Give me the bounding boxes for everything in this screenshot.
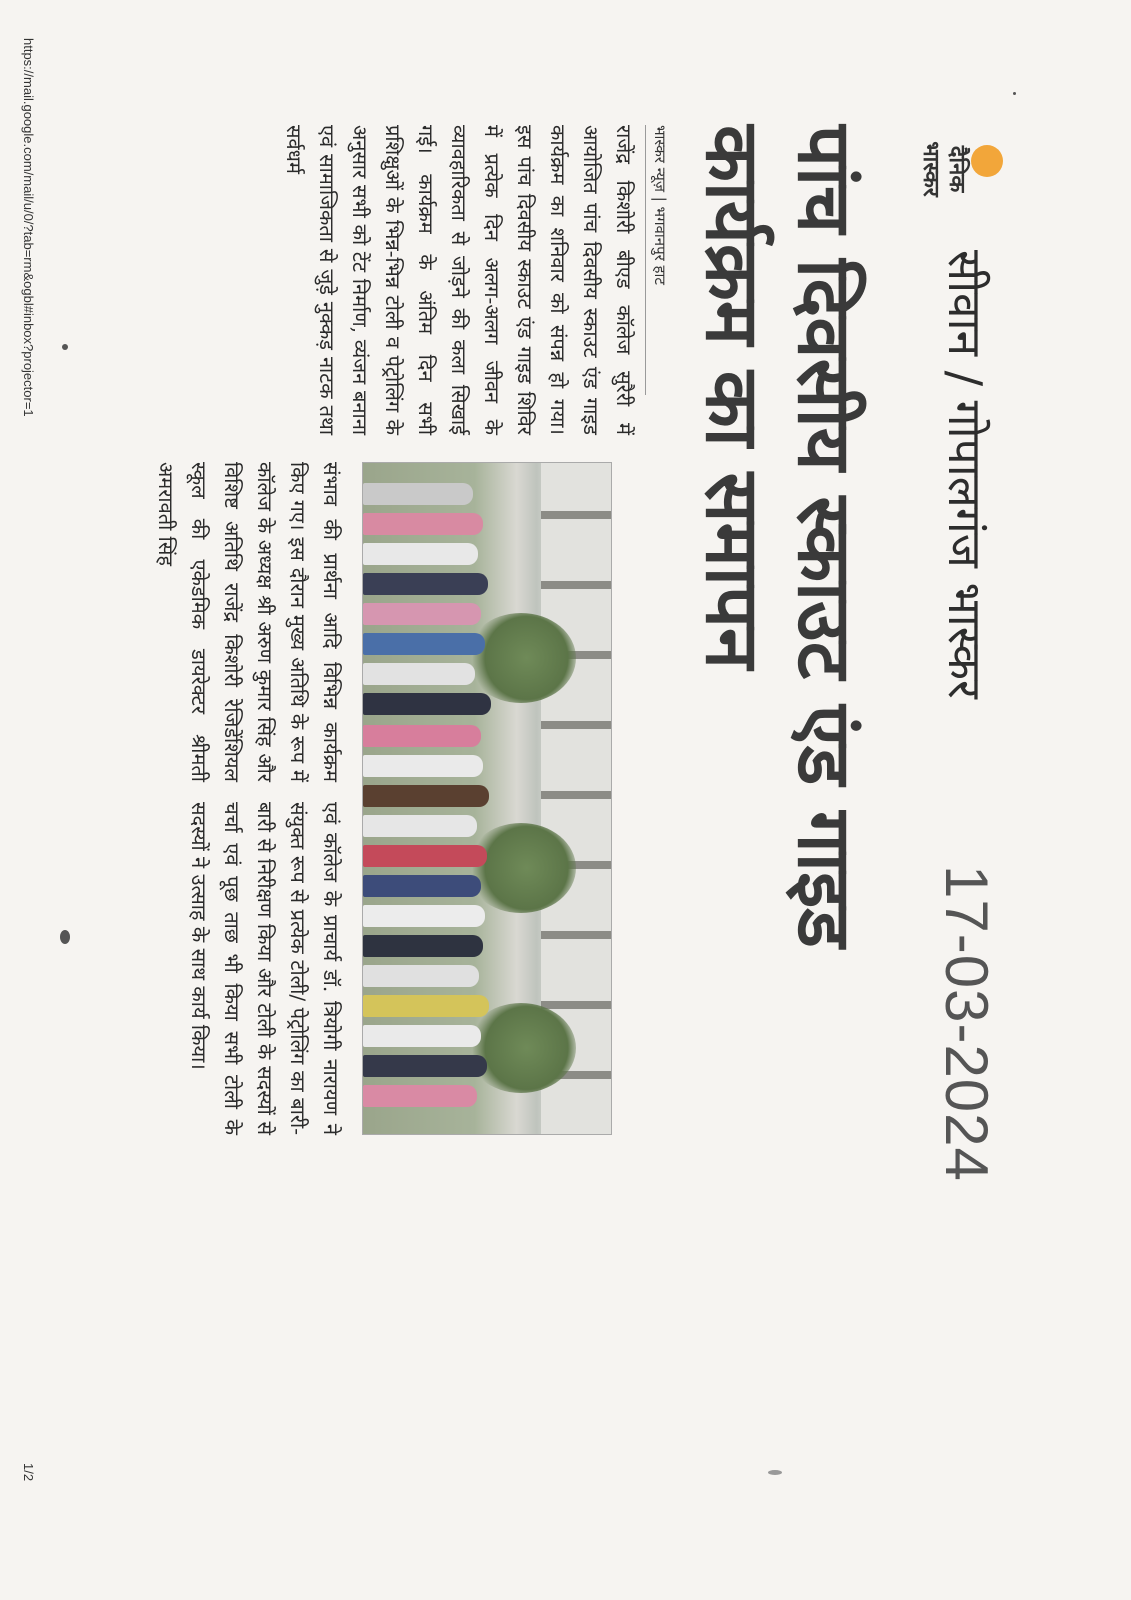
edition-title: सीवान / गोपालगंज भास्कर — [938, 250, 992, 699]
scan-speck — [768, 1470, 782, 1475]
article-byline: भास्कर न्यूज़ | भगवानपुर हाट — [645, 125, 670, 395]
photo-person — [363, 1055, 487, 1077]
photo-person — [363, 815, 477, 837]
photo-person — [363, 965, 479, 987]
photo-person — [363, 725, 481, 747]
photo-tree — [466, 823, 576, 913]
scan-speck — [1013, 92, 1016, 95]
photo-person — [363, 603, 481, 625]
brand-sun-icon — [971, 145, 1003, 177]
photo-person — [363, 845, 487, 867]
masthead — [905, 105, 1015, 1182]
article-column-middle: संभाव की प्रार्थना आदि विभिन्न कार्यक्रम किए गए। इस दौरान मुख्य अतिथि के रूप में कॉलेज के अध्यक्ष श्री अरुण कुमार सिंह और विशिष्ट अतिथि राजेंद्र किशोरी रेजिडेंशियल स्कूल की एकेडमिक डायरेक्टर श्रीमती अमरावती सिंह — [154, 462, 343, 782]
photo-person — [363, 785, 489, 807]
scan-speck — [60, 930, 70, 944]
brand-logo — [908, 105, 1003, 223]
photo-person — [363, 633, 485, 655]
print-page-number: 1/2 — [21, 1463, 36, 1482]
scan-speck — [62, 344, 68, 350]
photo-person — [363, 573, 488, 595]
group-photo — [362, 462, 612, 1135]
photo-person — [363, 513, 483, 535]
photo-person — [363, 935, 483, 957]
print-header-url: https://mail.google.com/mail/u/0/?tab=rm&ogbl#inbox?projector=1 — [21, 38, 36, 417]
photo-person — [363, 1085, 477, 1107]
article-column-right: एवं कॉलेज के प्राचार्य डॉ. त्रियोगी नारायण ने संयुक्त रूप से प्रत्येक टोली/ पेट्रोलिंग का बारी-बारी से निरीक्षण किया और टोली के सदस्यों से चर्चा एवं पूछ ताछ भी किया सभी टोली के सदस्यों ने उत्साह के साथ कार्य किया। — [187, 802, 343, 1135]
photo-person — [363, 905, 485, 927]
photo-person — [363, 875, 481, 897]
photo-person — [363, 663, 475, 685]
newspaper-clipping — [100, 105, 1015, 1182]
article-column-left: राजेंद्र किशोरी बीएड कॉलेज सुरैरी में आयोजित पांच दिवसीय स्काउट एंड गाइड कार्यक्रम का शनिवार को संपन्न हो गया। इस पांच दिवसीय स्काउट एंड गाइड शिविर में प्रत्येक दिन अलग-अलग जीवन के व्यावहारिकता से जोड़ने की कला सिखाई गई। कार्यक्रम के अंतिम दिन सभी प्रशिक्षुओं के भिन्न-भिन्न टोली व पेट्रोलिंग के अनुसार सभी को टेंट निर्माण, व्यंजन बनाना एवं सामाजिकता से जुड़े नुक्कड़ नाटक तथा सर्वधर्म — [282, 125, 636, 435]
brand-line-2: भास्कर — [918, 141, 943, 197]
photo-person — [363, 995, 489, 1017]
brand-line-1: दैनिक — [944, 145, 969, 193]
article-headline: पांच दिवसीय स्काउट एंड गाइड कार्यक्रम का समापन — [689, 125, 867, 948]
photo-person — [363, 755, 483, 777]
publication-date: 17-03-2024 — [933, 865, 1000, 1182]
photo-tree — [466, 613, 576, 703]
photo-person — [363, 483, 473, 505]
photo-tree — [466, 1003, 576, 1093]
photo-person — [363, 1025, 481, 1047]
photo-person — [363, 693, 491, 715]
photo-person — [363, 543, 478, 565]
